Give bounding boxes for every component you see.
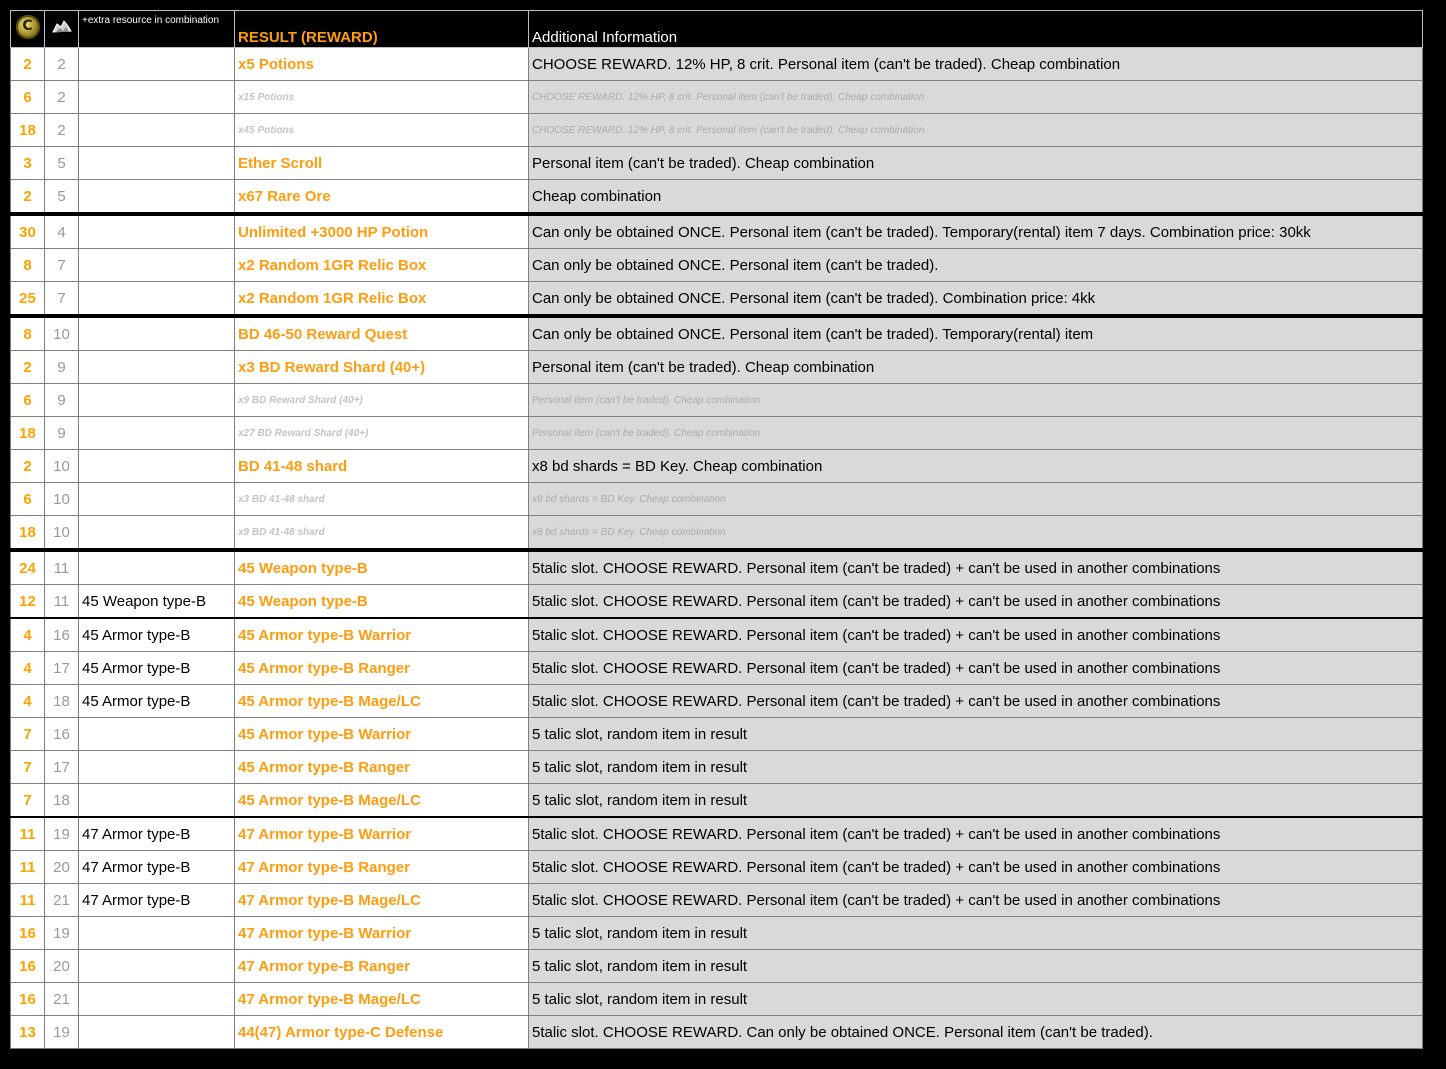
- reward-cell: x3 BD 41-48 shard: [235, 483, 529, 516]
- table-row: [11, 917, 1423, 950]
- extra-resource-cell: [79, 950, 235, 983]
- info-cell: Personal item (can't be traded). Cheap combination: [529, 417, 1423, 450]
- ore-cost-cell: 10: [45, 316, 79, 351]
- coin-cost-cell: 4: [11, 618, 45, 652]
- coin-cost-cell: 25: [11, 282, 45, 317]
- reward-cell: x9 BD 41-48 shard: [235, 516, 529, 551]
- coin-cost-cell: 4: [11, 685, 45, 718]
- reward-cell: x45 Potions: [235, 114, 529, 147]
- extra-resource-cell: [79, 180, 235, 215]
- extra-resource-cell: [79, 718, 235, 751]
- coin-cost-cell: 6: [11, 483, 45, 516]
- info-cell: 5talic slot. CHOOSE REWARD. Personal item (can't be traded) + can't be used in another combinations: [529, 817, 1423, 851]
- info-cell: Personal item (can't be traded). Cheap combination: [529, 384, 1423, 417]
- combination-table: [10, 10, 1423, 1049]
- reward-cell: 47 Armor type-B Mage/LC: [235, 884, 529, 917]
- info-cell: 5 talic slot, random item in result: [529, 718, 1423, 751]
- coin-cost-cell: 2: [11, 180, 45, 215]
- info-cell: 5talic slot. CHOOSE REWARD. Personal item (can't be traded) + can't be used in another combinations: [529, 618, 1423, 652]
- table-row: [11, 450, 1423, 483]
- extra-resource-cell: [79, 483, 235, 516]
- reward-cell: 45 Armor type-B Ranger: [235, 751, 529, 784]
- extra-resource-cell: [79, 1016, 235, 1049]
- ore-cost-cell: 17: [45, 652, 79, 685]
- coin-column-header: [11, 11, 45, 48]
- reward-cell: x27 BD Reward Shard (40+): [235, 417, 529, 450]
- extra-resource-cell: [79, 417, 235, 450]
- info-cell: Can only be obtained ONCE. Personal item (can't be traded).: [529, 249, 1423, 282]
- extra-resource-cell: [79, 214, 235, 249]
- coin-cost-cell: 24: [11, 550, 45, 585]
- extra-resource-cell: 45 Armor type-B: [79, 652, 235, 685]
- table-row: [11, 282, 1423, 317]
- info-cell: 5talic slot. CHOOSE REWARD. Personal item (can't be traded) + can't be used in another combinations: [529, 652, 1423, 685]
- coin-cost-cell: 2: [11, 351, 45, 384]
- info-cell: 5 talic slot, random item in result: [529, 784, 1423, 818]
- coin-cost-cell: 3: [11, 147, 45, 180]
- table-row: [11, 884, 1423, 917]
- extra-resource-cell: 45 Armor type-B: [79, 685, 235, 718]
- ore-cost-cell: 5: [45, 180, 79, 215]
- ore-cost-cell: 18: [45, 685, 79, 718]
- table-row: [11, 950, 1423, 983]
- reward-cell: Ether Scroll: [235, 147, 529, 180]
- coin-cost-cell: 30: [11, 214, 45, 249]
- info-header: Additional Information: [529, 11, 1423, 48]
- ore-cost-cell: 2: [45, 48, 79, 81]
- table-row: [11, 384, 1423, 417]
- table-row: [11, 983, 1423, 1016]
- coin-cost-cell: 16: [11, 917, 45, 950]
- ore-cost-cell: 2: [45, 114, 79, 147]
- table-row: [11, 316, 1423, 351]
- info-cell: Personal item (can't be traded). Cheap combination: [529, 147, 1423, 180]
- table-row: [11, 48, 1423, 81]
- table-row: [11, 618, 1423, 652]
- ore-cost-cell: 9: [45, 351, 79, 384]
- table-row: [11, 1016, 1423, 1049]
- coin-cost-cell: 2: [11, 450, 45, 483]
- reward-cell: Unlimited +3000 HP Potion: [235, 214, 529, 249]
- info-cell: Can only be obtained ONCE. Personal item (can't be traded). Temporary(rental) item 7 days. Combination price: 30kk: [529, 214, 1423, 249]
- reward-cell: 47 Armor type-B Ranger: [235, 950, 529, 983]
- table-row: [11, 550, 1423, 585]
- info-cell: CHOOSE REWARD. 12% HP, 8 crit. Personal item (can't be traded). Cheap combination: [529, 48, 1423, 81]
- extra-resource-cell: [79, 316, 235, 351]
- ore-cost-cell: 9: [45, 384, 79, 417]
- ore-cost-cell: 2: [45, 81, 79, 114]
- gold-coin-icon: C: [16, 15, 40, 39]
- ore-column-header: [45, 11, 79, 48]
- table-row: [11, 147, 1423, 180]
- reward-cell: 45 Weapon type-B: [235, 585, 529, 619]
- extra-resource-cell: 45 Weapon type-B: [79, 585, 235, 619]
- coin-cost-cell: 16: [11, 950, 45, 983]
- ore-cost-cell: 5: [45, 147, 79, 180]
- coin-cost-cell: 18: [11, 114, 45, 147]
- info-cell: 5talic slot. CHOOSE REWARD. Personal item (can't be traded) + can't be used in another combinations: [529, 851, 1423, 884]
- extra-resource-cell: [79, 550, 235, 585]
- ore-cost-cell: 20: [45, 950, 79, 983]
- info-cell: x8 bd shards = BD Key. Cheap combination: [529, 450, 1423, 483]
- extra-resource-cell: [79, 114, 235, 147]
- ore-cost-cell: 7: [45, 282, 79, 317]
- reward-cell: 47 Armor type-B Warrior: [235, 817, 529, 851]
- info-cell: 5talic slot. CHOOSE REWARD. Personal item (can't be traded) + can't be used in another combinations: [529, 884, 1423, 917]
- coin-cost-cell: 6: [11, 81, 45, 114]
- coin-cost-cell: 8: [11, 316, 45, 351]
- extra-resource-header: +extra resource in combination: [79, 11, 235, 48]
- extra-resource-cell: [79, 917, 235, 950]
- table-row: [11, 417, 1423, 450]
- reward-cell: 45 Armor type-B Mage/LC: [235, 784, 529, 818]
- info-cell: 5 talic slot, random item in result: [529, 751, 1423, 784]
- ore-cost-cell: 9: [45, 417, 79, 450]
- table-row: [11, 585, 1423, 619]
- extra-resource-cell: [79, 282, 235, 317]
- info-cell: 5 talic slot, random item in result: [529, 983, 1423, 1016]
- reward-cell: BD 41-48 shard: [235, 450, 529, 483]
- ore-cost-cell: 16: [45, 618, 79, 652]
- extra-resource-cell: [79, 384, 235, 417]
- info-cell: x8 bd shards = BD Key. Cheap combination: [529, 483, 1423, 516]
- info-cell: CHOOSE REWARD. 12% HP, 8 crit. Personal item (can't be traded). Cheap combination: [529, 81, 1423, 114]
- table-row: [11, 483, 1423, 516]
- header-row: [11, 11, 1423, 48]
- extra-resource-cell: [79, 751, 235, 784]
- extra-resource-cell: [79, 450, 235, 483]
- reward-cell: x3 BD Reward Shard (40+): [235, 351, 529, 384]
- ore-cost-cell: 16: [45, 718, 79, 751]
- ore-pile-icon: [51, 18, 73, 36]
- coin-cost-cell: 11: [11, 884, 45, 917]
- extra-resource-cell: [79, 516, 235, 551]
- extra-resource-cell: [79, 147, 235, 180]
- ore-cost-cell: 19: [45, 817, 79, 851]
- info-cell: Cheap combination: [529, 180, 1423, 215]
- coin-cost-cell: 6: [11, 384, 45, 417]
- table-row: [11, 751, 1423, 784]
- extra-resource-cell: [79, 351, 235, 384]
- ore-cost-cell: 18: [45, 784, 79, 818]
- coin-cost-cell: 8: [11, 249, 45, 282]
- result-header: RESULT (REWARD): [235, 11, 529, 48]
- info-cell: 5 talic slot, random item in result: [529, 950, 1423, 983]
- coin-cost-cell: 2: [11, 48, 45, 81]
- extra-resource-cell: [79, 81, 235, 114]
- reward-cell: BD 46-50 Reward Quest: [235, 316, 529, 351]
- info-cell: 5talic slot. CHOOSE REWARD. Can only be obtained ONCE. Personal item (can't be traded).: [529, 1016, 1423, 1049]
- extra-resource-cell: [79, 983, 235, 1016]
- ore-cost-cell: 19: [45, 1016, 79, 1049]
- info-cell: Can only be obtained ONCE. Personal item (can't be traded). Combination price: 4kk: [529, 282, 1423, 317]
- reward-cell: 45 Armor type-B Mage/LC: [235, 685, 529, 718]
- ore-cost-cell: 10: [45, 450, 79, 483]
- coin-cost-cell: 11: [11, 817, 45, 851]
- coin-cost-cell: 12: [11, 585, 45, 619]
- reward-cell: 47 Armor type-B Warrior: [235, 917, 529, 950]
- reward-cell: x67 Rare Ore: [235, 180, 529, 215]
- ore-cost-cell: 10: [45, 516, 79, 551]
- ore-cost-cell: 7: [45, 249, 79, 282]
- ore-cost-cell: 11: [45, 550, 79, 585]
- info-cell: Can only be obtained ONCE. Personal item (can't be traded). Temporary(rental) item: [529, 316, 1423, 351]
- reward-cell: x2 Random 1GR Relic Box: [235, 282, 529, 317]
- ore-cost-cell: 21: [45, 983, 79, 1016]
- table-row: [11, 685, 1423, 718]
- reward-cell: 47 Armor type-B Ranger: [235, 851, 529, 884]
- extra-resource-cell: [79, 48, 235, 81]
- coin-cost-cell: 7: [11, 718, 45, 751]
- table-row: [11, 214, 1423, 249]
- reward-cell: 45 Armor type-B Ranger: [235, 652, 529, 685]
- extra-resource-cell: 47 Armor type-B: [79, 851, 235, 884]
- reward-cell: x15 Potions: [235, 81, 529, 114]
- reward-cell: x9 BD Reward Shard (40+): [235, 384, 529, 417]
- table-row: [11, 652, 1423, 685]
- reward-cell: 47 Armor type-B Mage/LC: [235, 983, 529, 1016]
- reward-cell: x5 Potions: [235, 48, 529, 81]
- extra-resource-cell: 47 Armor type-B: [79, 884, 235, 917]
- coin-cost-cell: 4: [11, 652, 45, 685]
- extra-resource-cell: [79, 784, 235, 818]
- coin-cost-cell: 18: [11, 417, 45, 450]
- ore-cost-cell: 19: [45, 917, 79, 950]
- coin-cost-cell: 13: [11, 1016, 45, 1049]
- ore-cost-cell: 21: [45, 884, 79, 917]
- reward-cell: 45 Weapon type-B: [235, 550, 529, 585]
- table-row: [11, 249, 1423, 282]
- reward-cell: 45 Armor type-B Warrior: [235, 618, 529, 652]
- coin-cost-cell: 7: [11, 751, 45, 784]
- coin-cost-cell: 16: [11, 983, 45, 1016]
- info-cell: 5 talic slot, random item in result: [529, 917, 1423, 950]
- coin-cost-cell: 11: [11, 851, 45, 884]
- coin-cost-cell: 7: [11, 784, 45, 818]
- reward-cell: 44(47) Armor type-C Defense: [235, 1016, 529, 1049]
- info-cell: CHOOSE REWARD. 12% HP, 8 crit. Personal item (can't be traded). Cheap combination: [529, 114, 1423, 147]
- extra-resource-cell: [79, 249, 235, 282]
- table-row: [11, 851, 1423, 884]
- reward-cell: x2 Random 1GR Relic Box: [235, 249, 529, 282]
- table-row: [11, 81, 1423, 114]
- info-cell: 5talic slot. CHOOSE REWARD. Personal item (can't be traded) + can't be used in another combinations: [529, 550, 1423, 585]
- table-row: [11, 180, 1423, 215]
- ore-cost-cell: 4: [45, 214, 79, 249]
- table-row: [11, 114, 1423, 147]
- info-cell: Personal item (can't be traded). Cheap combination: [529, 351, 1423, 384]
- table-row: [11, 718, 1423, 751]
- reward-cell: 45 Armor type-B Warrior: [235, 718, 529, 751]
- ore-cost-cell: 10: [45, 483, 79, 516]
- extra-resource-cell: 47 Armor type-B: [79, 817, 235, 851]
- table-row: [11, 817, 1423, 851]
- info-cell: x8 bd shards = BD Key. Cheap combination: [529, 516, 1423, 551]
- extra-resource-cell: 45 Armor type-B: [79, 618, 235, 652]
- table-row: [11, 351, 1423, 384]
- ore-cost-cell: 20: [45, 851, 79, 884]
- info-cell: 5talic slot. CHOOSE REWARD. Personal item (can't be traded) + can't be used in another combinations: [529, 685, 1423, 718]
- info-cell: 5talic slot. CHOOSE REWARD. Personal item (can't be traded) + can't be used in another combinations: [529, 585, 1423, 619]
- ore-cost-cell: 17: [45, 751, 79, 784]
- coin-cost-cell: 18: [11, 516, 45, 551]
- ore-cost-cell: 11: [45, 585, 79, 619]
- table-row: [11, 516, 1423, 551]
- table-row: [11, 784, 1423, 818]
